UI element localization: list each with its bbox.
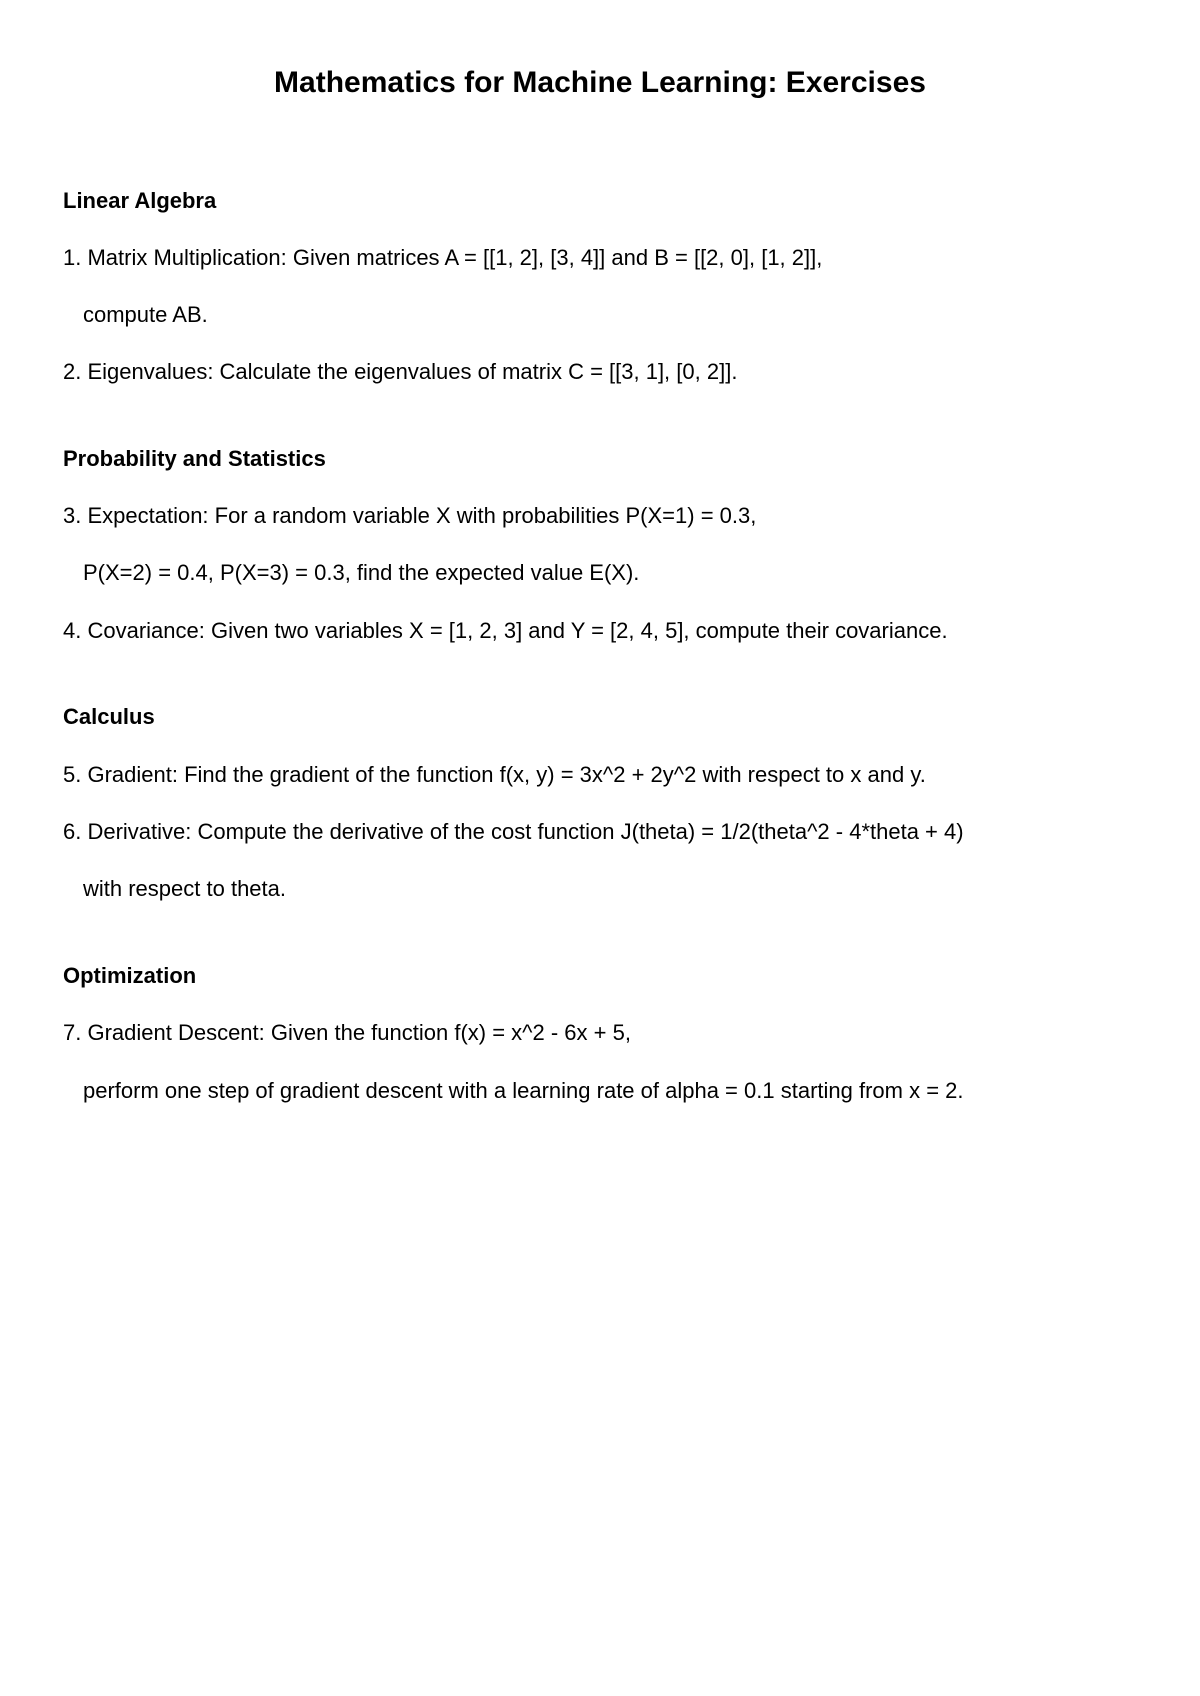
- section-heading-probability-statistics: Probability and Statistics: [63, 446, 326, 471]
- exercise-6-line-1: 6. Derivative: Compute the derivative of the cost function J(theta) = 1/2(theta^2 - 4*theta + 4): [63, 819, 964, 844]
- document-title: Mathematics for Machine Learning: Exercises: [274, 66, 926, 99]
- exercise-7-line-1: 7. Gradient Descent: Given the function f(x) = x^2 - 6x + 5,: [63, 1020, 631, 1045]
- exercise-6-line-2: with respect to theta.: [83, 876, 286, 901]
- exercise-2-line-1: 2. Eigenvalues: Calculate the eigenvalues of matrix C = [[3, 1], [0, 2]].: [63, 359, 738, 384]
- exercise-7-line-2: perform one step of gradient descent with a learning rate of alpha = 0.1 starting from x = 2.: [83, 1078, 964, 1103]
- section-heading-calculus: Calculus: [63, 704, 155, 729]
- exercise-1-line-1: 1. Matrix Multiplication: Given matrices A = [[1, 2], [3, 4]] and B = [[2, 0], [1, 2]],: [63, 245, 823, 270]
- section-heading-linear-algebra: Linear Algebra: [63, 188, 217, 213]
- exercise-1-line-2: compute AB.: [83, 302, 208, 327]
- exercise-4-line-1: 4. Covariance: Given two variables X = [1, 2, 3] and Y = [2, 4, 5], compute their covariance.: [63, 618, 948, 643]
- exercise-5-line-1: 5. Gradient: Find the gradient of the function f(x, y) = 3x^2 + 2y^2 with respect to x and y.: [63, 762, 926, 787]
- section-heading-optimization: Optimization: [63, 963, 197, 988]
- exercise-3-line-1: 3. Expectation: For a random variable X with probabilities P(X=1) = 0.3,: [63, 503, 757, 528]
- exercise-3-line-2: P(X=2) = 0.4, P(X=3) = 0.3, find the expected value E(X).: [83, 560, 640, 585]
